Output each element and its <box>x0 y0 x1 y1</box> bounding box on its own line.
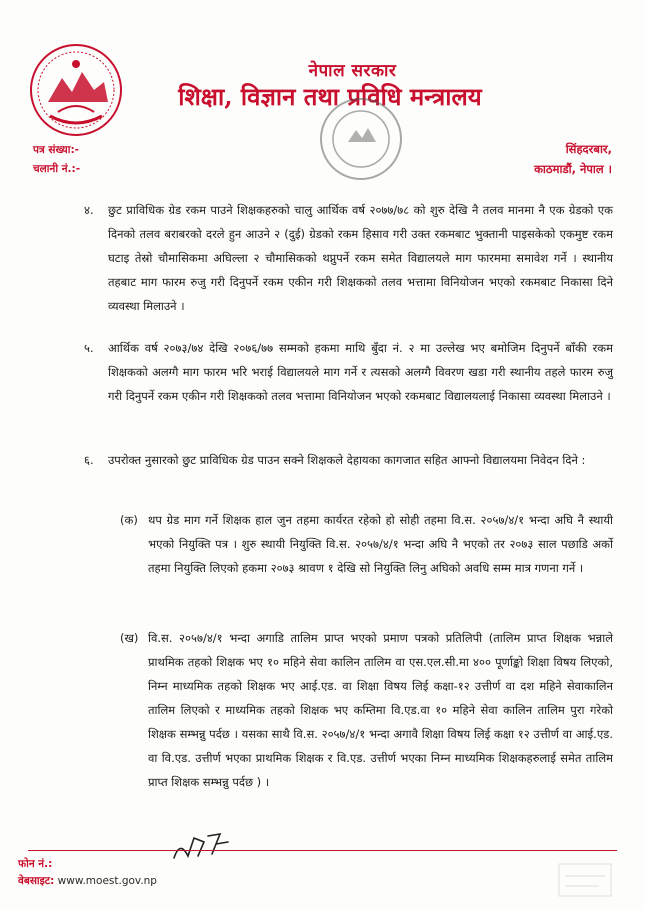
footer-website <box>18 874 157 888</box>
paragraph-text: आर्थिक वर्ष २०७३/७४ देखि २०७६/७७ सम्मको हकमा माथि बुँदा नं. २ मा उल्लेख भए बमोजिम दिनुपर्ने बाँकी रकम शिक्षकको अलग्गै माग फारम भरि भराई विद्यालयले माग गर्ने र त्यसको अलग्गै विवरण खडा गरी स्थानीय तहले फारम रुजु गरी दिनुपर्ने रकम एकीन गरी शिक्षकको तलव भत्तामा विनियोजन भएको रकमबाट विद्यालयलाई निकासा व्यवस्था मिलाउने । <box>108 341 613 403</box>
office-stamp-icon <box>318 96 404 182</box>
paragraph-5 <box>84 336 613 408</box>
letter-number-label: पत्र संख्या:- <box>33 144 80 156</box>
paragraph-number: ४. <box>84 203 94 217</box>
ministry-name: शिक्षा, विज्ञान तथा प्रविधि मन्त्रालय <box>178 82 482 111</box>
paragraph-4 <box>84 198 613 318</box>
office-location: सिंहदरबार, <box>565 142 612 156</box>
paragraph-number: ६. <box>84 453 94 467</box>
government-name: नेपाल सरकार <box>308 61 397 81</box>
handwritten-signature <box>170 818 240 868</box>
phone-label: फोन नं.: <box>18 858 53 870</box>
nepal-emblem-icon <box>28 42 124 138</box>
footer-divider <box>28 850 617 851</box>
sub-paragraph-ka <box>120 508 613 580</box>
paragraph-number: ५. <box>84 341 94 355</box>
faded-stamp-icon <box>555 860 615 900</box>
website-label: वेबसाइट: <box>18 875 55 887</box>
footer-phone <box>18 857 52 871</box>
paragraph-text: उपरोक्त नुसारको छुट प्राविधिक ग्रेड पाउन सक्ने शिक्षकले देहायका कागजात सहित आफ्नो विद्यालयमा निवेदन दिने : <box>108 453 586 467</box>
sub-paragraph-text: थप ग्रेड माग गर्ने शिक्षक हाल जुन तहमा कार्यरत रहेको हो सोही तहमा वि.स. २०५७/४/१ भन्दा अघि नै स्थायी भएको नियुक्ति पत्र । शुरु स्थायी नियुक्ति वि.स. २०५७/४/१ भन्दा अघि नै भएको तर २०७३ साल पछाडि अर्को तहमा नियुक्ति लिएको हकमा २०७३ श्रावण १ देखि सो नियुक्ति लिनु अघिको अवधि सम्म मात्र गणना गर्ने । <box>148 513 613 575</box>
sub-paragraph-number: (क) <box>120 513 138 527</box>
city-location: काठमाडौं, नेपाल । <box>534 162 612 176</box>
paragraph-6 <box>84 448 613 472</box>
sub-paragraph-kha <box>120 626 613 794</box>
sub-paragraph-text: वि.स. २०५७/४/१ भन्दा अगाडि तालिम प्राप्त भएको प्रमाण पत्रको प्रतिलिपी (तालिम प्राप्त शिक्षक भन्नाले प्राथमिक तहको शिक्षक भए १० महिने सेवा कालिन तालिम वा एस.एल.सी.मा ४०० पूर्णाङ्को शिक्षा विषय लिएको, निम्न माध्यमिक तहको शिक्षक भए आई.एड. वा शिक्षा विषय लिई कक्षा-१२ उत्तीर्ण वा दश महिने सेवाकालिन तालिम लिएको र माध्यमिक तहको शिक्षक भए कम्तिमा वि.एड.वा १० महिने सेवा कालिन तालिम पुरा गरेको शिक्षक सम्भन्नु पर्दछ । यसका साथै वि.स. २०५७/४/१ भन्दा अगावै शिक्षा विषय लिई कक्षा १२ उत्तीर्ण वा आई.एड. वा वि.एड. उत्तीर्ण भएका प्राथमिक शिक्षक र वि.एड. उत्तीर्ण भएका निम्न माध्यमिक शिक्षकहरुलाई समेत तालिम प्राप्त शिक्षक सम्भन्नु पर्दछ ) । <box>148 631 613 789</box>
paragraph-text: छुट प्राविधिक ग्रेड रकम पाउने शिक्षकहरुको चालु आर्थिक वर्ष २०७७/७८ को शुरु देखि नै तलव मानमा नै एक ग्रेडको एक दिनको तलव बराबरको दरले हुन आउने २ (दुई) ग्रेडको रकम हिसाव गरी उक्त रकमबाट भुक्तानी पाइसकेको एकमुष्ट रकम घटाइ तेस्रो चौमासिकमा अघिल्ला २ चौमासिकको थप्नुपर्ने रकम समेत विद्यालयले माग फारममा समावेश गर्ने । स्थानीय तहबाट माग फारम रुजु गरी दिनुपर्ने रकम एकीन गरी शिक्षकको तलव भत्तामा विनियोजन भएको रकमबाट निकासा दिने व्यवस्था मिलाउने । <box>108 203 613 313</box>
dispatch-number-label: चलानी नं.:- <box>33 163 81 175</box>
website-link[interactable]: www.moest.gov.np <box>57 875 157 887</box>
sub-paragraph-number: (ख) <box>120 631 139 645</box>
